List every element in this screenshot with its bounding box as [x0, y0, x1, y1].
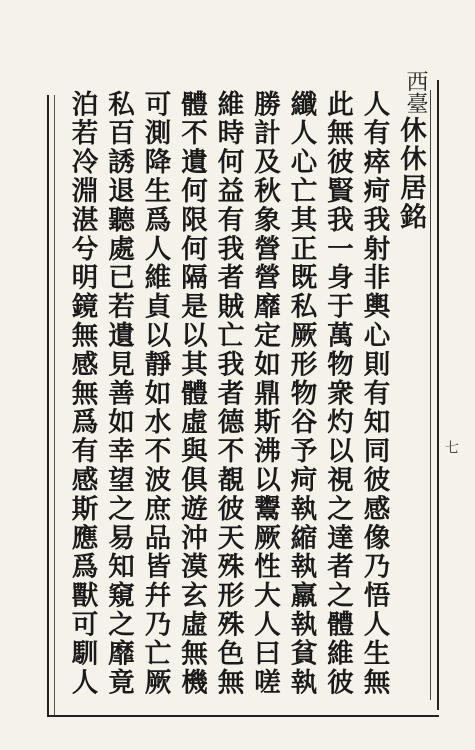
- inscription-title: 休休居銘: [395, 116, 426, 232]
- text-column: 泊若冷淵湛兮明鏡無感無爲有感斯應爲獸可馴人: [66, 90, 98, 697]
- frame-rule-left: [47, 95, 49, 715]
- text-column: 可測降生爲人維貞以靜如水不波庶品皆幷乃亡厥: [139, 90, 171, 697]
- text-column: 此無彼賢我一身于萬物衆灼以視之達者之體維彼: [322, 90, 353, 697]
- text-column: 維時何益有我者賊亡我者德不覩彼天殊形殊色無: [212, 90, 244, 697]
- text-column: 人有瘁疴我射非輿心則有知同彼感像乃悟人生無: [358, 90, 390, 697]
- frame-rule-right: [437, 80, 439, 710]
- frame-rule-left-inner: [54, 95, 55, 715]
- text-block: [58, 90, 428, 710]
- frame-rule-right-inner: [430, 90, 431, 700]
- frame-rule-bottom: [47, 715, 439, 717]
- text-column: 勝計及秋象營營靡定如鼎斯沸以鬻厥性大人曰嗟: [249, 90, 280, 697]
- text-column: 體不遺何限何隔是以其體虛與俱遊沖漠玄虛無機: [176, 90, 207, 697]
- page-header: 西臺: [403, 70, 428, 114]
- text-column: 私百誘退聽處已若遺見善如幸望之易知窺之靡竟: [103, 90, 134, 697]
- leaf-number: 七: [443, 440, 459, 454]
- text-column: 纖人心亡其正既私厥形物谷予疴執縮執羸執貧執: [285, 90, 317, 697]
